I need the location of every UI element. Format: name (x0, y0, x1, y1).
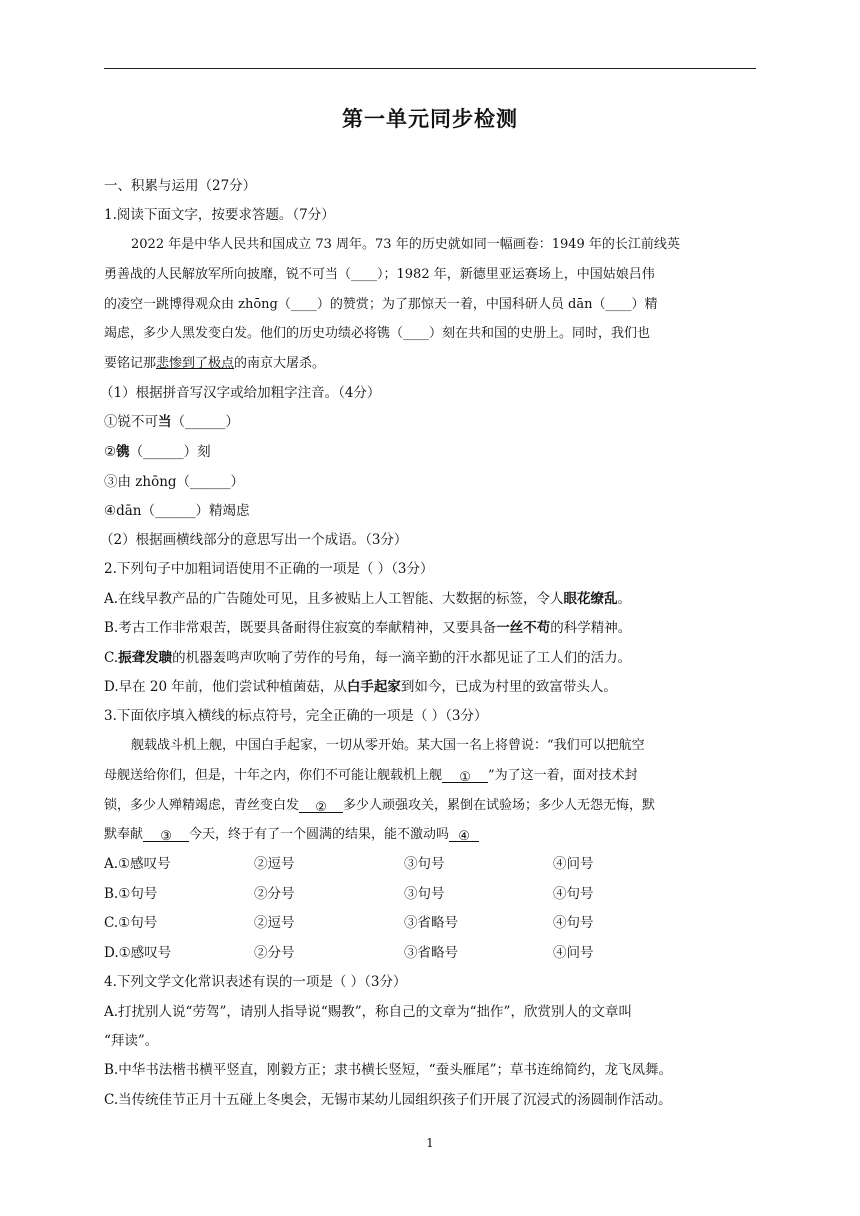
q3-passage-line: 母舰送给你们，但是，十年之内，你们不可能让舰载机上舰 ① ”为了这一着，面对技术封 (104, 768, 638, 785)
q1-sub1: （1）根据拼音写汉字或给加粗字注音。（4分） (100, 385, 381, 401)
q1-passage-line: 勇善战的人民解放军所向披靡，锐不可当（____）；1982 年，新德里亚运赛场上，中国姑娘吕伟 (104, 267, 655, 282)
q4-option-b: B.中华书法楷书横平竖直，刚毅方正；隶书横长竖短，“蚕头雁尾”；草书连绵简约，龙飞凤舞。 (104, 1062, 673, 1078)
q2-option-c: C.振聋发聩的机器轰鸣声吹响了劳作的号角，每一滴辛勤的汗水都见证了工人们的活力。 (104, 650, 632, 666)
blank-3: ③ (143, 827, 189, 842)
q3-passage-line: 舰载战斗机上舰，中国白手起家，一切从零开始。某大国一名上将曾说：“我们可以把航空 (131, 738, 645, 753)
page-number: 1 (426, 1136, 434, 1150)
q2-option-b: B.考古工作非常艰苦，既要具备耐得住寂寞的奉献精神，又要具备一丝不苟的科学精神。 (104, 620, 632, 636)
q1-item-2: ②镌（______）刻 (104, 444, 211, 460)
q3-passage-line: 锁，多少人殚精竭虑，青丝变白发 ② 多少人顽强攻关，累倒在试验场；多少人无怨无悔，默 (104, 798, 656, 815)
q3-stem: 3.下面依序填入横线的标点符号，完全正确的一项是（ ）（3分） (104, 708, 488, 724)
q4-option-c: C.当传统佳节正月十五碰上冬奥会，无锡市某幼儿园组织孩子们开展了沉浸式的汤圆制作活动。 (104, 1092, 672, 1108)
q1-item-4: ④dān（______）精竭虑 (104, 503, 250, 519)
q1-sub2: （2）根据画横线部分的意思写出一个成语。（3分） (100, 532, 408, 548)
q1-item-1: ①锐不可当（______） (104, 414, 239, 430)
blank-2: ② (299, 798, 343, 813)
q1-passage-line: 的凌空一跳博得观众由 zhōng（____）的赞赏；为了那惊天一着，中国科研人员 dān（____）精 (104, 297, 658, 312)
q1-passage-line: 竭虑，多少人黑发变白发。他们的历史功绩必将镌（____）刻在共和国的史册上。同时，我们也 (104, 326, 651, 341)
q2-stem: 2.下列句子中加粗词语使用不正确的一项是（ ）（3分） (104, 561, 434, 577)
q4-option-a: A.打扰别人说“劳驾”，请别人指导说“赐教”，称自己的文章为“拙作”，欣赏别人的文章叫 (104, 1004, 632, 1020)
q1-passage-line: 要铭记那悲惨到了极点的南京大屠杀。 (104, 356, 326, 371)
blank-4: ④ (449, 827, 479, 842)
q4-option-a-cont: “拜读”。 (104, 1033, 159, 1049)
q3-passage-line: 默奉献 ③ 今天，终于有了一个圆满的结果，能不激动吗 ④ (104, 825, 479, 845)
header-rule (104, 68, 756, 69)
underlined-phrase: 悲惨到了极点 (156, 356, 235, 371)
page-title: 第一单元同步检测 (342, 107, 518, 131)
q1-item-3: ③由 zhōng（______） (104, 474, 245, 490)
q2-option-d: D.早在 20 年前，他们尝试种植菌菇，从白手起家到如今，已成为村里的致富带头人。 (104, 679, 617, 695)
q1-passage-line: 2022 年是中华人民共和国成立 73 周年。73 年的历史就如同一幅画卷：1949 年的长江前线英 (131, 237, 680, 252)
q4-stem: 4.下列文学文化常识表述有误的一项是（ ）（3分） (104, 974, 407, 990)
section-heading: 一、积累与运用（27分） (104, 178, 257, 194)
blank-1: ① (442, 768, 488, 783)
q2-option-a: A.在线早教产品的广告随处可见，且多被贴上人工智能、大数据的标签，令人眼花缭乱。 (104, 591, 632, 607)
q1-stem: 1.阅读下面文字，按要求答题。（7分） (104, 207, 335, 223)
